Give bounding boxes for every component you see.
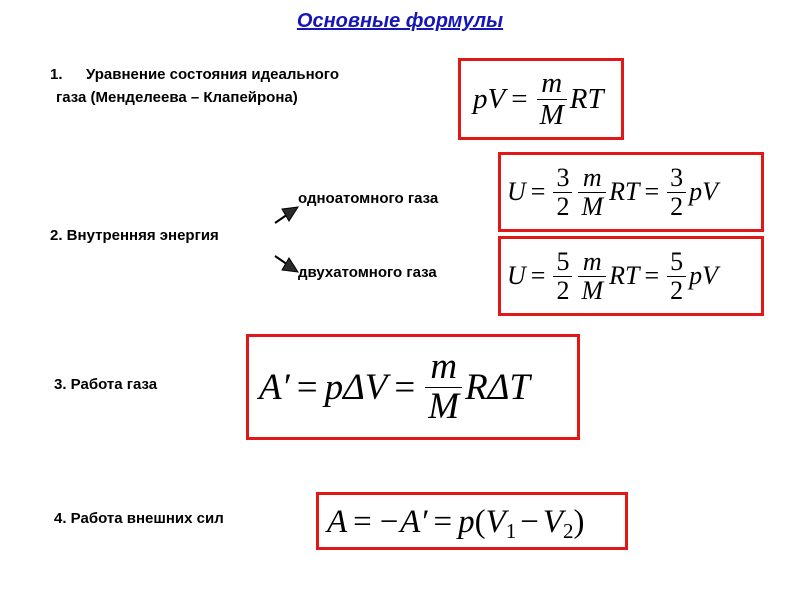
formula-subscript: 2 (563, 518, 574, 543)
formula-equals: = (296, 366, 318, 408)
formula-term: pV (689, 177, 719, 206)
formula-term: U (507, 261, 526, 290)
formula-term: U (507, 177, 526, 206)
fraction-numerator: 5 (670, 247, 684, 277)
formula-minus: − (520, 503, 539, 540)
formula-diatomic (507, 243, 718, 309)
formula-term: RT (569, 82, 604, 115)
fraction-denominator: M (425, 387, 462, 427)
fraction-denominator: 2 (553, 192, 572, 220)
item3-label: 3. Работа газа (54, 376, 158, 393)
formula-fraction (553, 248, 572, 304)
formula-fraction (578, 248, 606, 304)
arrow-down-icon (275, 256, 298, 272)
item2-diatomic-label: двухатомного газа (298, 264, 437, 281)
formula-equals: = (644, 261, 660, 290)
formula-term: RT (609, 177, 640, 206)
formula-fraction (667, 248, 686, 304)
fraction-numerator: 3 (670, 163, 684, 193)
formula-term: pΔV (324, 366, 388, 408)
formula-term: pV (689, 261, 719, 290)
formula-paren-close: ) (573, 503, 585, 540)
formula-box-gas-work (246, 334, 580, 440)
fraction-numerator: 5 (556, 247, 570, 277)
formula-equals: = (394, 366, 416, 408)
formula-fraction (537, 68, 567, 130)
formula-fraction (553, 164, 572, 220)
formula-term: A (327, 503, 348, 540)
formula-term: A′ (259, 366, 290, 408)
formula-box-diatomic (498, 236, 764, 316)
item1-line1: Уравнение состояния идеального (86, 66, 340, 83)
formula-fraction (667, 164, 686, 220)
fraction-numerator: m (541, 67, 563, 100)
formula-term: −A′ (377, 503, 428, 540)
formula-term: p (458, 503, 475, 540)
formula-fraction (425, 345, 462, 427)
formula-term: RT (609, 261, 640, 290)
formula-equals: = (511, 82, 528, 115)
formula-term: V (542, 503, 564, 540)
formula-term: pV (473, 82, 506, 115)
formula-equals: = (530, 177, 546, 206)
fraction-denominator: 2 (553, 276, 572, 304)
fraction-denominator: 2 (667, 276, 686, 304)
fraction-denominator: M (537, 99, 567, 130)
fraction-numerator: m (582, 247, 602, 277)
item1-line2: газа (Менделеева – Клапейрона) (56, 89, 298, 106)
item4-label: 4. Работа внешних сил (54, 510, 224, 527)
page-title: Основные формулы (296, 10, 504, 32)
fraction-denominator: M (578, 192, 606, 220)
formula-subscript: 1 (505, 518, 517, 543)
item2-monoatomic-label: одноатомного газа (298, 190, 439, 207)
fraction-numerator: m (582, 163, 602, 193)
formula-fraction (578, 164, 606, 220)
arrow-up-icon (275, 207, 298, 223)
formula-equals: = (530, 261, 546, 290)
fraction-denominator: 2 (667, 192, 686, 220)
formula-equals: = (353, 503, 372, 540)
formula-term: V (485, 503, 506, 540)
fraction-numerator: 3 (556, 163, 570, 193)
fraction-denominator: M (578, 276, 606, 304)
formula-box-external-work (316, 492, 628, 550)
formula-monoatomic (507, 159, 718, 225)
formula-term: RΔT (465, 366, 531, 408)
item1-number: 1. (50, 66, 63, 83)
formula-equals: = (644, 177, 660, 206)
formula-box-ideal-gas (458, 58, 624, 140)
formula-external-work (327, 497, 585, 547)
formula-equals: = (433, 503, 453, 540)
formula-ideal-gas (473, 67, 604, 131)
branch-arrows (270, 195, 300, 285)
formula-paren-open: ( (474, 503, 486, 540)
item2-label: 2. Внутренняя энергия (50, 227, 219, 244)
fraction-numerator: m (430, 345, 458, 387)
formula-box-monoatomic (498, 152, 764, 232)
formula-gas-work (259, 343, 530, 431)
